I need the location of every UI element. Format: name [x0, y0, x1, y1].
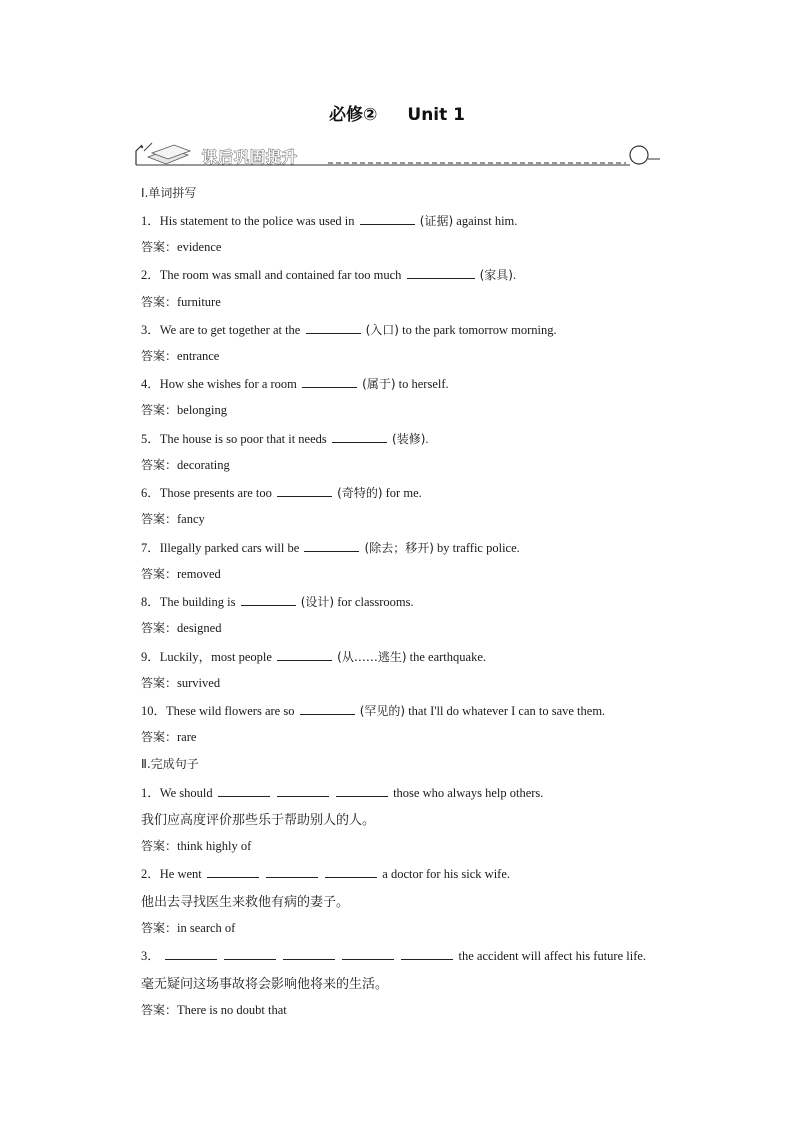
answer-blank[interactable] [360, 212, 415, 225]
answer-blank[interactable] [342, 947, 394, 960]
answer-blank[interactable] [218, 784, 270, 797]
sentence-2: 2．He went a doctor for his sick wife. [141, 867, 511, 881]
section-banner [130, 137, 664, 171]
sentence-2-translation: 他出去寻找医生来救他有病的妻子。 [141, 895, 350, 910]
sentence-3-translation: 毫无疑问这场事故将会影响他将来的生活。 [141, 977, 389, 992]
answer-blank[interactable] [266, 865, 318, 878]
answer-9: 答案：survived [141, 676, 221, 690]
answer-blank[interactable] [283, 947, 335, 960]
answer-blank[interactable] [302, 375, 357, 388]
answer-blank[interactable] [306, 321, 361, 334]
answer-blank[interactable] [407, 266, 475, 279]
answer-1: 答案：evidence [141, 240, 222, 254]
answer-blank[interactable] [325, 865, 377, 878]
answer-4: 答案：belonging [141, 403, 228, 417]
answer-blank[interactable] [277, 648, 332, 661]
answer-blank[interactable] [207, 865, 259, 878]
answer-3: 答案：entrance [141, 349, 220, 363]
title-cn: 必修② [328, 105, 378, 125]
question-10: 10．These wild flowers are so (罕见的) that I'll do whatever I can to save them. [141, 704, 606, 718]
question-4: 4．How she wishes for a room (属于) to herself. [141, 377, 449, 391]
answer-blank[interactable] [300, 702, 355, 715]
question-2: 2．The room was small and contained far too much (家具). [141, 268, 517, 282]
sentence-1-translation: 我们应高度评价那些乐于帮助别人的人。 [141, 813, 376, 828]
answer-blank[interactable] [241, 593, 296, 606]
question-9: 9．Luckily，most people (从……逃生) the earthquake. [141, 650, 487, 664]
question-3: 3．We are to get together at the (入口) to the park tomorrow morning. [141, 323, 557, 337]
answer-s1: 答案：think highly of [141, 839, 252, 853]
answer-7: 答案：removed [141, 567, 221, 581]
answer-s3: 答案：There is no doubt that [141, 1003, 287, 1017]
answer-blank[interactable] [401, 947, 453, 960]
answer-10: 答案：rare [141, 730, 197, 744]
answer-s2: 答案：in search of [141, 921, 236, 935]
answer-blank[interactable] [336, 784, 388, 797]
answer-6: 答案：fancy [141, 512, 205, 526]
answer-blank[interactable] [332, 430, 387, 443]
answer-blank[interactable] [165, 947, 217, 960]
question-8: 8．The building is (设计) for classrooms. [141, 595, 414, 609]
books-icon [141, 143, 190, 164]
question-1: 1．His statement to the police was used in (证据) against him. [141, 214, 518, 228]
answer-5: 答案：decorating [141, 458, 230, 472]
section1-heading: Ⅰ.单词拼写 [141, 186, 197, 200]
question-7: 7．Illegally parked cars will be (除去；移开) by traffic police. [141, 541, 520, 555]
page-title [0, 100, 794, 125]
banner-label: 课后巩固提升 [202, 148, 299, 166]
answer-8: 答案：designed [141, 621, 222, 635]
question-6: 6．Those presents are too (奇特的) for me. [141, 486, 422, 500]
sentence-1: 1．We should those who always help others. [141, 786, 544, 800]
answer-blank[interactable] [277, 784, 329, 797]
title-unit: Unit 1 [407, 105, 465, 125]
answer-2: 答案：furniture [141, 295, 221, 309]
answer-blank[interactable] [277, 484, 332, 497]
answer-blank[interactable] [304, 539, 359, 552]
answer-blank[interactable] [224, 947, 276, 960]
section2-heading: Ⅱ.完成句子 [141, 757, 199, 771]
sentence-3: 3． the accident will affect his future life. [141, 949, 647, 963]
question-5: 5．The house is so poor that it needs (装修). [141, 432, 429, 446]
